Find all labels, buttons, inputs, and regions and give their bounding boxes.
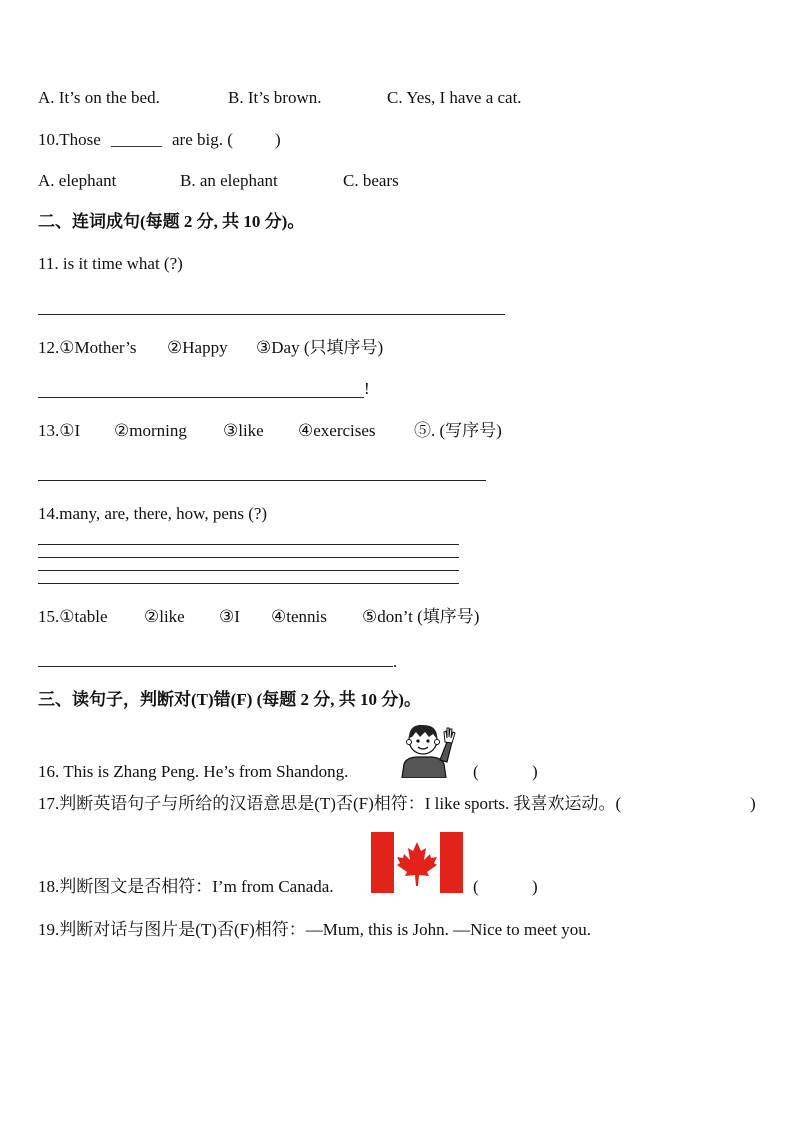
q9-option-a: A. It’s on the bed. <box>38 88 160 107</box>
q15-end-mark: . <box>393 652 398 671</box>
q9-option-b: B. It’s brown. <box>228 88 322 107</box>
q13-word-5: ⑤. (写序号) <box>414 421 502 440</box>
q15-word-3: ③I <box>219 607 240 626</box>
q14-text: 14.many, are, there, how, pens (?) <box>38 504 268 523</box>
q13-word-1: 13.①I <box>38 421 81 440</box>
q12-end-mark: ! <box>364 379 370 398</box>
q19-text: 19.判断对话与图片是(T)否(F)相符：—Mum, this is John. —Nice to meet you. <box>38 920 591 939</box>
q12-word-1: 12.①Mother’s <box>38 338 137 357</box>
q16-text: 16. This is Zhang Peng. He’s from Shandong. <box>38 762 349 781</box>
q14-answer-line-1[interactable] <box>38 544 459 545</box>
q11-answer-line[interactable] <box>38 314 505 315</box>
q12-answer-line[interactable] <box>38 397 364 398</box>
q15-word-4: ④tennis <box>271 607 327 626</box>
q12-word-3: ③Day (只填序号) <box>256 338 384 357</box>
section3-title: 三、读句子，判断对(T)错(F) (每题 2 分, 共 10 分)。 <box>38 690 421 709</box>
q13-word-4: ④exercises <box>298 421 376 440</box>
q10-close: ) <box>275 130 281 149</box>
q16-answer-close: ) <box>532 762 538 781</box>
q10-option-a: A. elephant <box>38 171 117 190</box>
q12-word-2: ②Happy <box>167 338 228 357</box>
q9-option-c: C. Yes, I have a cat. <box>387 88 522 107</box>
q10-prefix: 10.Those <box>38 130 101 149</box>
q18-text: 18.判断图文是否相符：I’m from Canada. <box>38 877 334 896</box>
q16-answer-open[interactable]: ( <box>473 762 479 781</box>
waving-boy-icon <box>392 720 458 778</box>
q15-word-2: ②like <box>144 607 185 626</box>
q13-answer-line[interactable] <box>38 480 486 481</box>
q10-option-c: C. bears <box>343 171 399 190</box>
q15-answer-line[interactable] <box>38 666 393 667</box>
q10-option-b: B. an elephant <box>180 171 278 190</box>
q10-suffix: are big. ( <box>172 130 233 149</box>
q14-answer-line-3[interactable] <box>38 570 459 571</box>
q11-text: 11. is it time what (?) <box>38 254 183 273</box>
q14-answer-line-4[interactable] <box>38 583 459 584</box>
q17-text: 17.判断英语句子与所给的汉语意思是(T)否(F)相符：I like sports. 我喜欢运动。( <box>38 794 622 813</box>
q18-answer-open[interactable]: ( <box>473 877 479 896</box>
q10-blank[interactable]: ______ <box>111 130 162 149</box>
q13-word-3: ③like <box>223 421 264 440</box>
q13-word-2: ②morning <box>114 421 187 440</box>
section2-title: 二、连词成句(每题 2 分, 共 10 分)。 <box>38 212 305 231</box>
q18-answer-close: ) <box>532 877 538 896</box>
q17-answer-close: ) <box>750 794 756 813</box>
q14-answer-line-2[interactable] <box>38 557 459 558</box>
q15-word-1: 15.①table <box>38 607 108 626</box>
canada-flag-icon <box>371 832 463 893</box>
q15-word-5: ⑤don’t (填序号) <box>362 607 480 626</box>
